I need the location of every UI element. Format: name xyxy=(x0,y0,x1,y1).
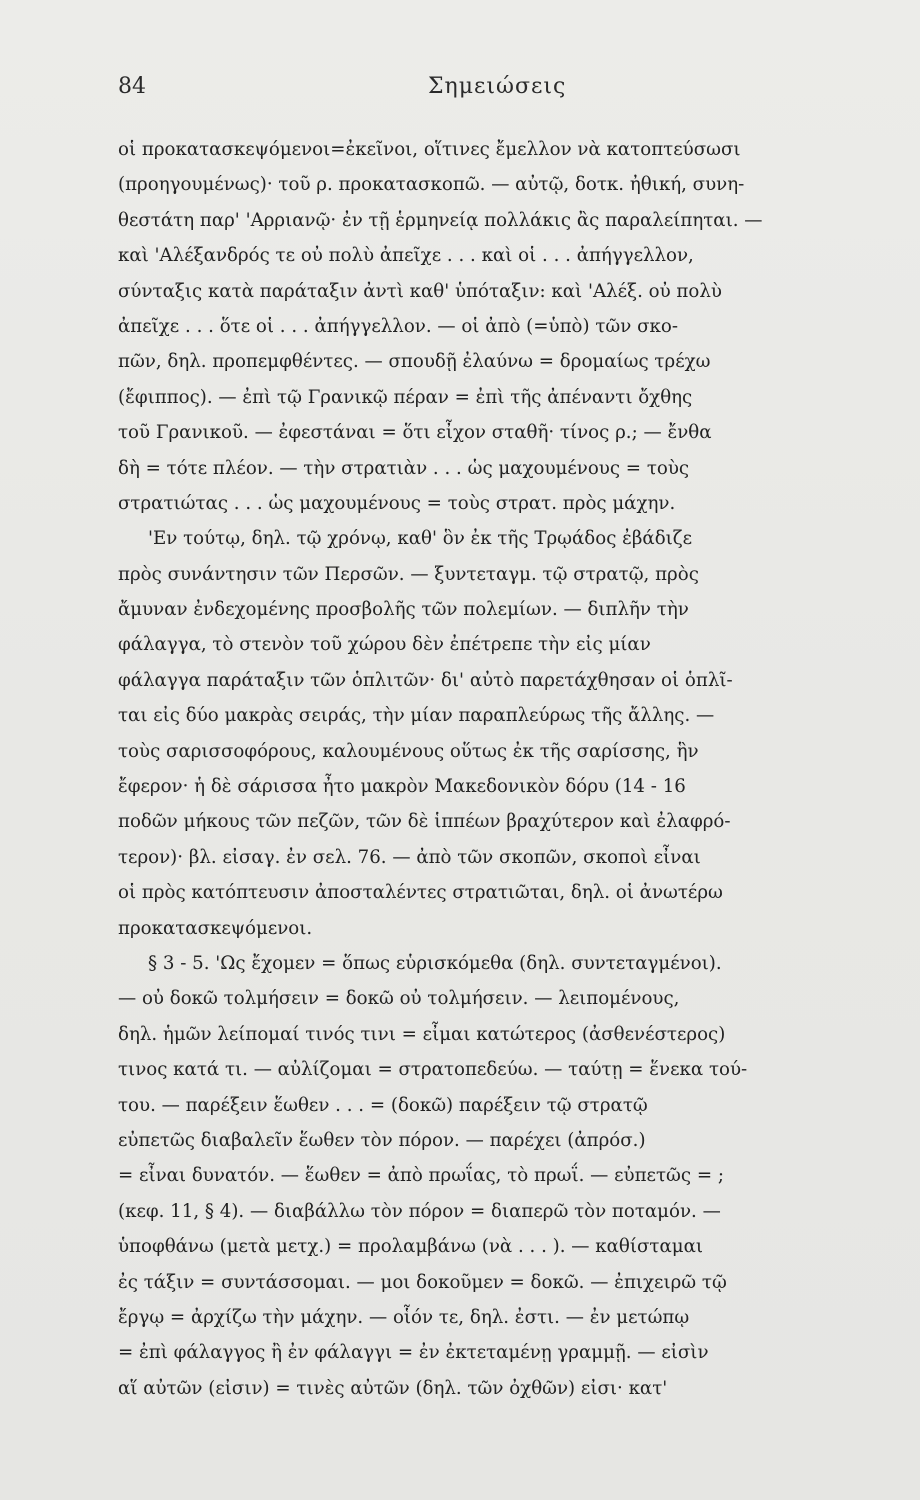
text-line: τοῦ Γρανικοῦ. — ἐφεστάναι = ὅτι εἶχον σταθῆ· τίνος ρ.; — ἔνθα xyxy=(118,422,712,444)
text-line: ἄμυναν ἐνδεχομένης προσβολῆς τῶν πολεμίων. — διπλῆν τὴν xyxy=(118,599,689,621)
text-line: προκατασκεψόμενοι. xyxy=(118,917,313,939)
text-line: πρὸς συνάντησιν τῶν Περσῶν. — ξυντεταγμ. τῷ στρατῷ, πρὸς xyxy=(118,563,699,585)
text-line: ἔφερον· ἡ δὲ σάρισσα ἦτο μακρὸν Μακεδονικὸν δόρυ (14 - 16 xyxy=(118,776,686,798)
text-line: ποδῶν μήκους τῶν πεζῶν, τῶν δὲ ἱππέων βραχύτερον καὶ ἐλαφρό- xyxy=(118,811,731,833)
text-line: φάλαγγα, τὸ στενὸν τοῦ χώρου δὲν ἐπέτρεπε τὴν εἰς μίαν xyxy=(118,634,651,656)
text-line: στρατιώτας . . . ὡς μαχουμένους = τοὺς στρατ. πρὸς μάχην. xyxy=(118,492,676,514)
text-line: ὑποφθάνω (μετὰ μετχ.) = προλαμβάνω (νὰ . . . ). — καθίσταμαι xyxy=(118,1236,704,1258)
text-line: ἐς τάξιν = συντάσσομαι. — μοι δοκοῦμεν = δοκῶ. — ἐπιχειρῶ τῷ xyxy=(118,1271,727,1293)
text-line: του. — παρέξειν ἕωθεν . . . = (δοκῶ) παρέξειν τῷ στρατῷ xyxy=(118,1094,648,1116)
text-line: ἔργῳ = ἀρχίζω τὴν μάχην. — οἷόν τε, δηλ. ἐστι. — ἐν μετώπῳ xyxy=(118,1306,690,1328)
notes-body xyxy=(118,132,840,1406)
text-line: δὴ = τότε πλέον. — τὴν στρατιὰν . . . ὡς μαχουμένους = τοὺς xyxy=(118,457,690,479)
text-line: οἱ πρὸς κατόπτευσιν ἀποσταλέντες στρατιῶται, δηλ. οἱ ἀνωτέρω xyxy=(118,882,723,904)
page-header xyxy=(118,74,828,114)
text-line: εὐπετῶς διαβαλεῖν ἕωθεν τὸν πόρον. — παρέχει (ἀπρόσ.) xyxy=(118,1129,646,1151)
text-line: οἱ προκατασκεψόμενοι=ἐκεῖνοι, οἵτινες ἔμελλον νὰ κατοπτεύσωσι xyxy=(118,139,741,160)
text-line: σύνταξις κατὰ παράταξιν ἀντὶ καθ' ὑπόταξιν: καὶ 'Αλέξ. οὐ πολὺ xyxy=(118,280,722,302)
text-line: (κεφ. 11, § 4). — διαβάλλω τὸν πόρον = διαπερῶ τὸν ποταμόν. — xyxy=(118,1200,721,1222)
text-line: ἀπεῖχε . . . ὅτε οἱ . . . ἀπήγγελλον. — οἱ ἀπὸ (=ὑπὸ) τῶν σκο- xyxy=(118,315,678,337)
page-number: 84 xyxy=(118,74,146,99)
text-line: = ἐπὶ φάλαγγος ἢ ἐν φάλαγγι = ἐν ἐκτεταμένῃ γραμμῇ. — εἰσὶν xyxy=(118,1342,709,1364)
running-head: Σημειώσεις xyxy=(428,74,567,99)
text-line: δηλ. ἡμῶν λείπομαί τινός τινι = εἶμαι κατώτερος (ἀσθενέστερος) xyxy=(118,1023,726,1045)
text-line: τοὺς σαρισσοφόρους, καλουμένους οὕτως ἐκ τῆς σαρίσσης, ἣν xyxy=(118,740,699,762)
text-line: ται εἰς δύο μακρὰς σειράς, τὴν μίαν παραπλεύρως τῆς ἄλλης. — xyxy=(118,705,715,727)
text-line: πῶν, δηλ. προπεμφθέντες. — σπουδῇ ἐλαύνω = δρομαίως τρέχω xyxy=(118,351,711,373)
paragraph-start-line: 'Εν τούτῳ, δηλ. τῷ χρόνῳ, καθ' ὃν ἐκ τῆς Τρῳάδος ἐβάδιζε xyxy=(148,528,693,550)
text-line: θεστάτη παρ' 'Αρριανῷ· ἐν τῇ ἑρμηνείᾳ πολλάκις ἂς παραλείπηται. — xyxy=(118,209,763,231)
text-line: αἵ αὐτῶν (εἰσιν) = τινὲς αὐτῶν (δηλ. τῶν ὀχθῶν) εἰσι· κατ' xyxy=(118,1377,668,1399)
text-line: φάλαγγα παράταξιν τῶν ὁπλιτῶν· δι' αὐτὸ παρετάχθησαν οἱ ὁπλῖ- xyxy=(118,669,733,691)
text-line: (προηγουμένως)· τοῦ ρ. προκατασκοπῶ. — αὐτῷ, δοτκ. ἠθική, συνη- xyxy=(118,174,745,196)
text-line: τερον)· βλ. εἰσαγ. ἐν σελ. 76. — ἀπὸ τῶν σκοπῶν, σκοποὶ εἶναι xyxy=(118,846,701,868)
text-line: = εἶναι δυνατόν. — ἕωθεν = ἀπὸ πρωΐας, τὸ πρωΐ. — εὐπετῶς = ; xyxy=(118,1165,724,1187)
paragraph-start-line: § 3 - 5. 'Ως ἔχομεν = ὅπως εὑρισκόμεθα (δηλ. συντεταγμένοι). xyxy=(148,952,722,974)
text-line: τινος κατά τι. — αὐλίζομαι = στρατοπεδεύω. — ταύτῃ = ἕνεκα τού- xyxy=(118,1059,748,1081)
text-line: — οὐ δοκῶ τολμήσειν = δοκῶ οὐ τολμήσειν. — λειπομένους, xyxy=(118,988,680,1010)
text-line: καὶ 'Αλέξανδρός τε οὐ πολὺ ἀπεῖχε . . . καὶ οἱ . . . ἀπήγγελλον, xyxy=(118,245,694,267)
text-line: (ἔφιππος). — ἐπὶ τῷ Γρανικῷ πέραν = ἐπὶ τῆς ἀπέναντι ὄχθης xyxy=(118,386,693,408)
